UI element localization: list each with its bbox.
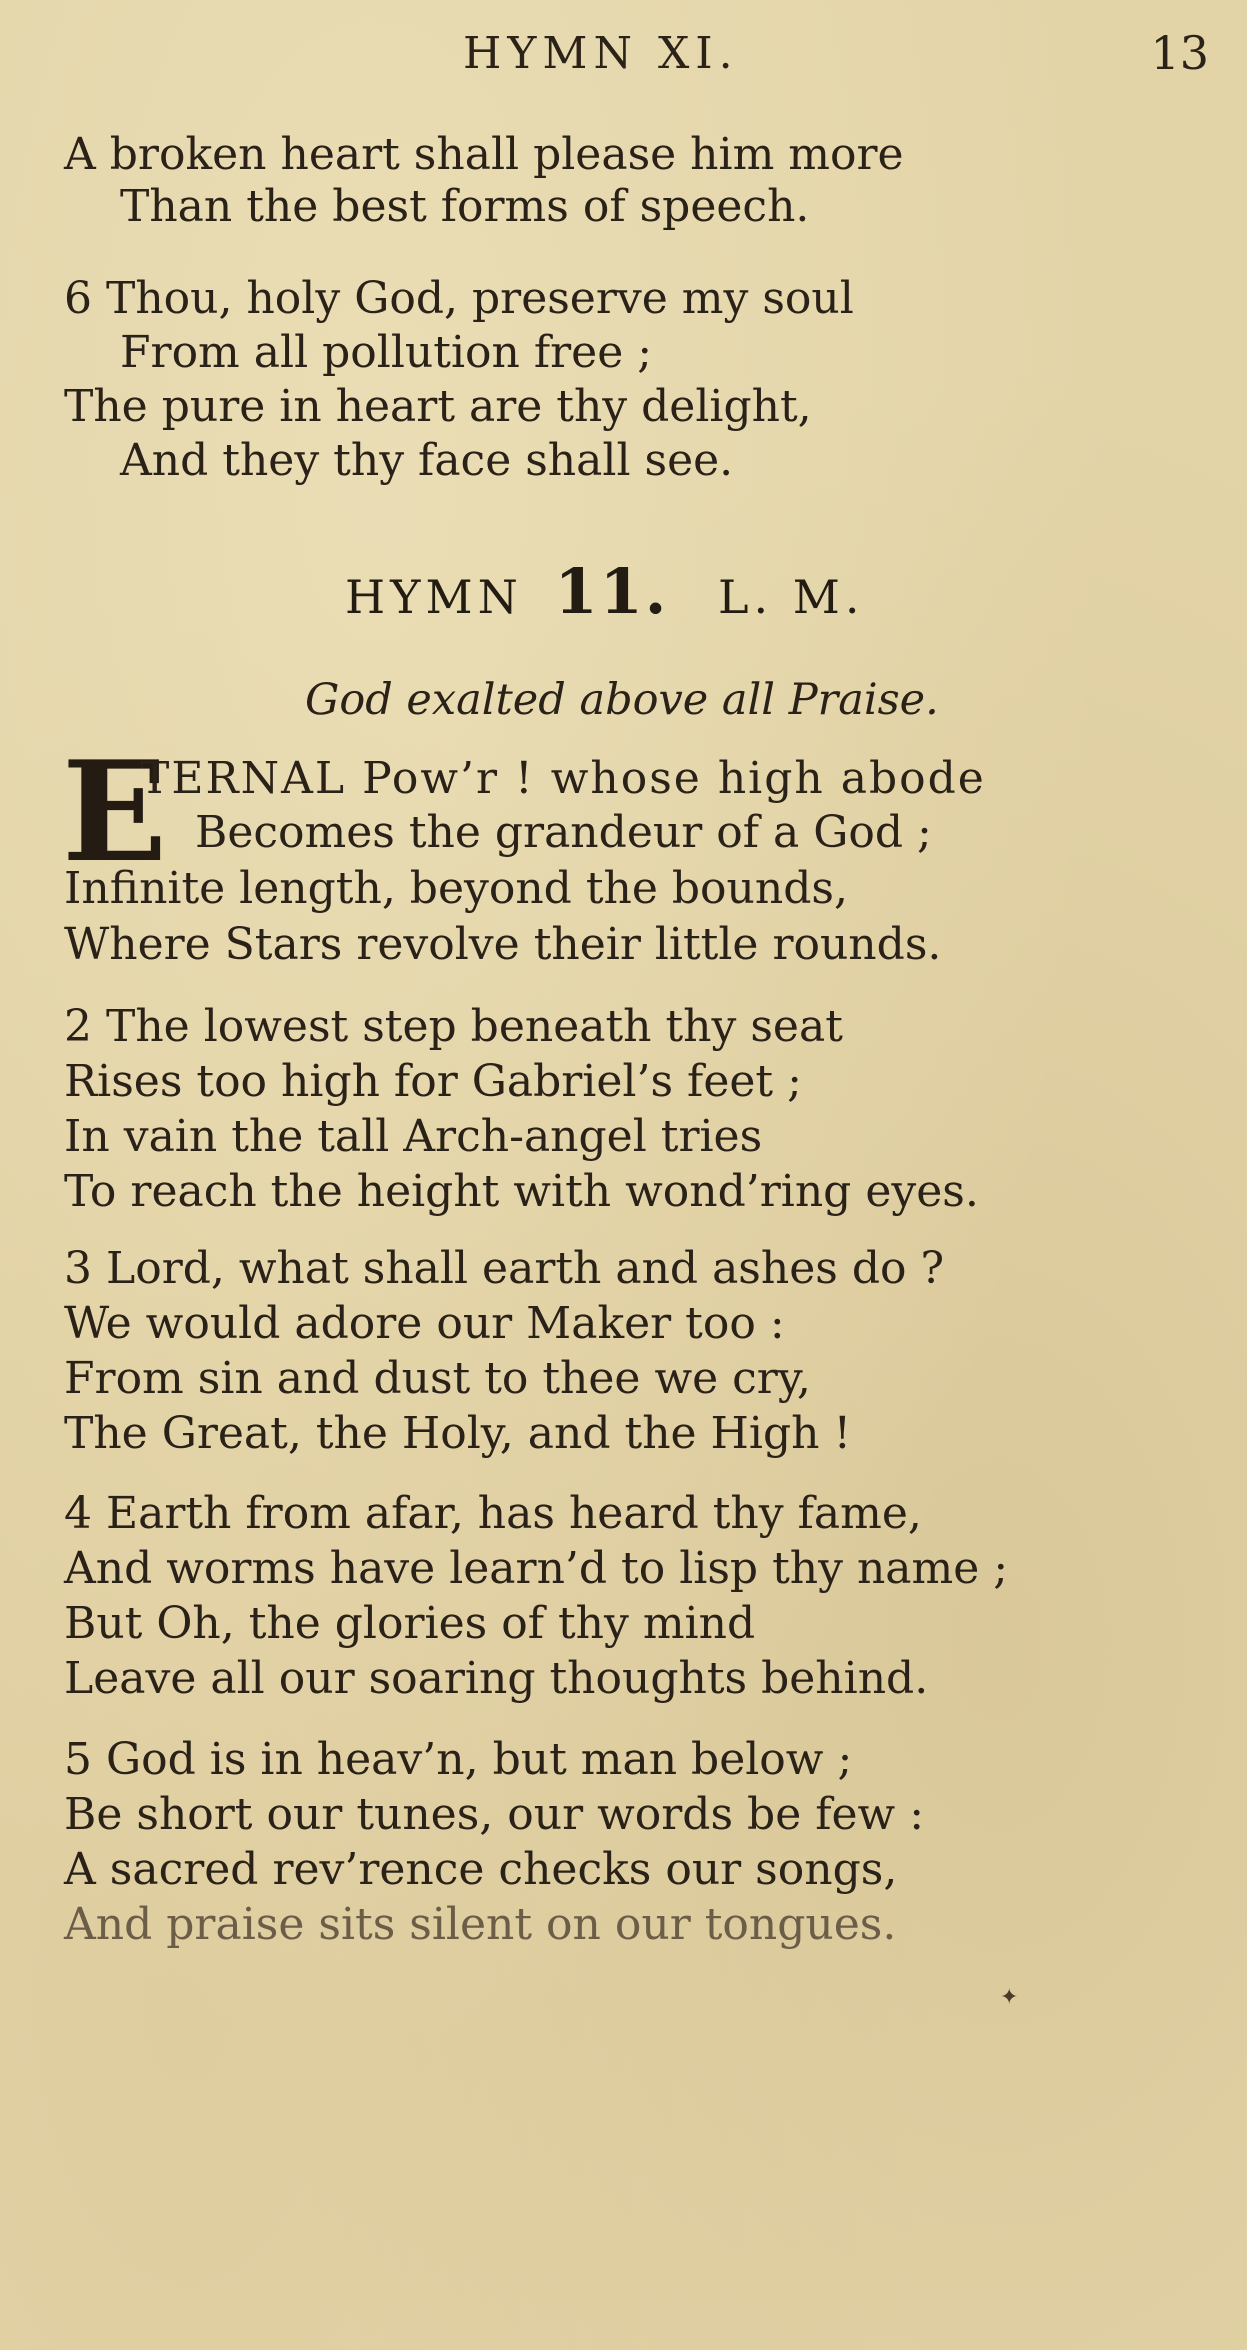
verse-line: 2 The lowest step beneath thy seat bbox=[64, 1001, 843, 1052]
verse-line: The pure in heart are thy delight, bbox=[64, 381, 812, 432]
verse-line: Leave all our soaring thoughts behind. bbox=[64, 1653, 929, 1704]
running-title: HYMN XI. bbox=[463, 28, 739, 79]
hymn-label: HYMN bbox=[345, 570, 523, 624]
verse-line: To reach the height with wond’ring eyes. bbox=[64, 1166, 979, 1217]
verse-line: And praise sits silent on our tongues. bbox=[64, 1899, 897, 1950]
verse-line: We would adore our Maker too : bbox=[64, 1298, 785, 1349]
verse-line: Rises too high for Gabriel’s feet ; bbox=[64, 1056, 802, 1107]
verse-line: TERNAL Pow’r ! whose high abode bbox=[140, 753, 986, 804]
verse-line: From sin and dust to thee we cry, bbox=[64, 1353, 811, 1404]
hymn-heading bbox=[345, 555, 864, 628]
page-number: 13 bbox=[1150, 26, 1209, 80]
verse-line: But Oh, the glories of thy mind bbox=[64, 1598, 756, 1649]
verse-line: 5 God is in heav’n, but man below ; bbox=[64, 1734, 853, 1785]
verse-line: Infinite length, beyond the bounds, bbox=[64, 863, 848, 914]
verse-line: 6 Thou, holy God, preserve my soul bbox=[64, 273, 854, 324]
hymn-subtitle: God exalted above all Praise. bbox=[305, 675, 939, 725]
verse-line: And they thy face shall see. bbox=[120, 435, 734, 486]
verse-line: 3 Lord, what shall earth and ashes do ? bbox=[64, 1243, 945, 1294]
verse-line: Becomes the grandeur of a God ; bbox=[195, 807, 932, 858]
verse-line: From all pollution free ; bbox=[120, 327, 653, 378]
verse-line: Where Stars revolve their little rounds. bbox=[64, 919, 942, 970]
drop-cap: E bbox=[62, 730, 168, 893]
verse-line: In vain the tall Arch-angel tries bbox=[64, 1111, 763, 1162]
hymn-number: 11. bbox=[554, 555, 669, 628]
verse-line: A broken heart shall please him more bbox=[64, 129, 904, 180]
verse-line: A sacred rev’rence checks our songs, bbox=[64, 1844, 898, 1895]
verse-line: 4 Earth from afar, has heard thy fame, bbox=[64, 1488, 922, 1539]
verse-line: Than the best forms of speech. bbox=[120, 181, 810, 232]
verse-line: Be short our tunes, our words be few : bbox=[64, 1789, 925, 1840]
hymn-meter: L. M. bbox=[717, 570, 865, 624]
verse-line: And worms have learn’d to lisp thy name ; bbox=[64, 1543, 1009, 1594]
ornament-mark-icon: ✦ bbox=[1000, 1985, 1019, 2010]
verse-line: The Great, the Holy, and the High ! bbox=[64, 1408, 852, 1459]
